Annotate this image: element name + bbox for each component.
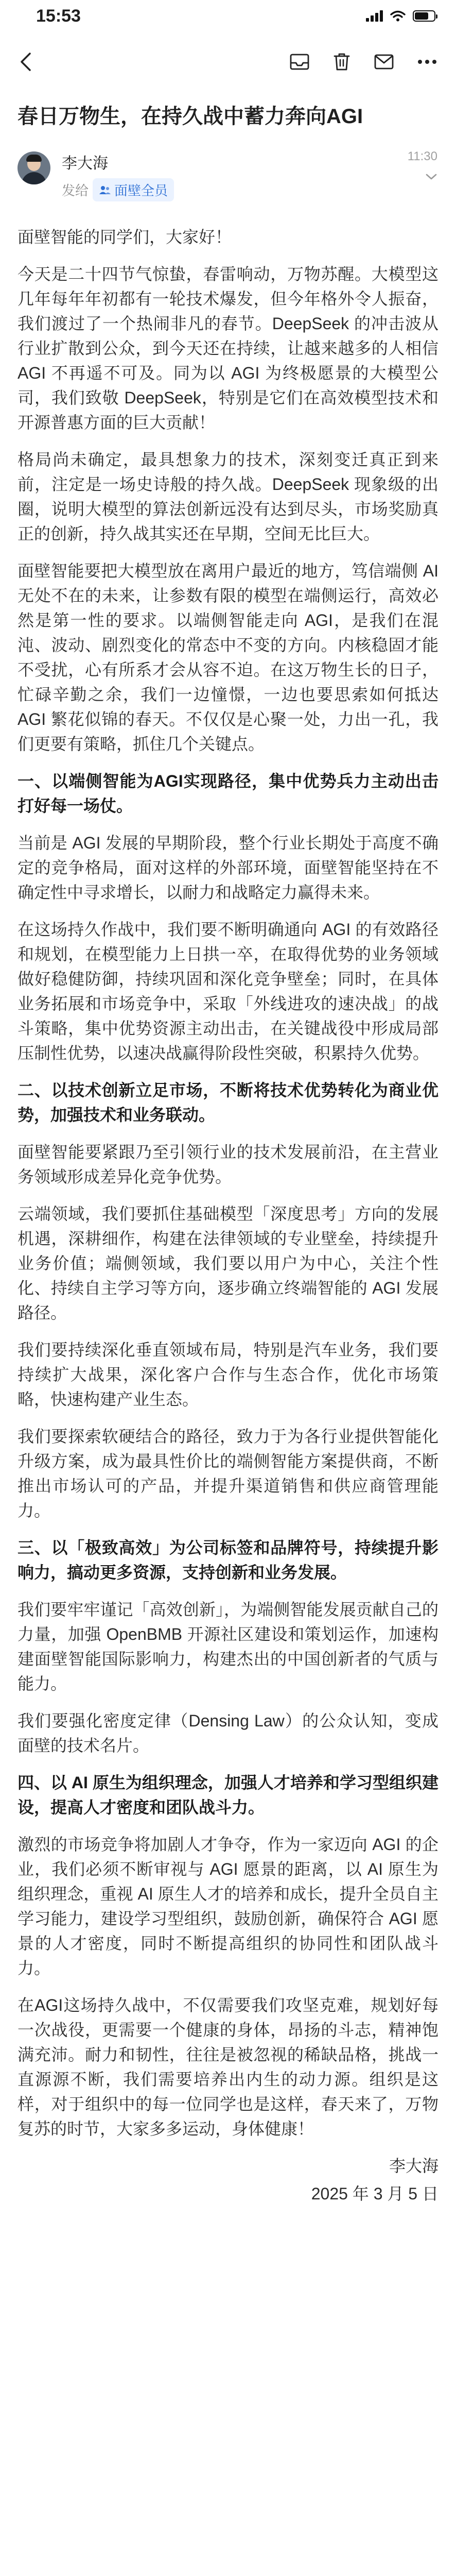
signature-name: 李大海 [389, 2157, 439, 2175]
recipient-line [62, 178, 439, 201]
sender-row[interactable] [0, 146, 456, 208]
section-heading: 四、以 AI 原生为组织理念，加强人才培养和学习型组织建设，提高人才密度和团队战斗力。 [17, 1773, 439, 1817]
body-paragraph: 格局尚未确定，最具想象力的技术，深刻变迁真正到来前，注定是一场史诗般的持久战。DeepSeek 现象级的出圈，说明大模型的算法创新远没有达到尽头，市场奖励真正的创新，持久战其实还在早期，空间无比巨大。 [17, 450, 439, 543]
body-paragraph: 激烈的市场竞争将加剧人才争夺，作为一家迈向 AGI 的企业，我们必须不断审视与 AGI 愿景的距离，以 AI 原生为组织理念，重视 AI 原生人才的培养和成长，提升全员自主学习能力，建设学习型组织，鼓励创新，确保符合 AGI 愿景的人才密度，同时不断提高组织的协同性和团队战斗力。 [17, 1835, 439, 1977]
sent-time: 11:30 [407, 149, 437, 163]
status-icons [366, 10, 435, 22]
chevron-left-icon[interactable] [19, 52, 33, 72]
nav-bar [0, 32, 456, 92]
email-body [0, 208, 456, 2206]
trash-icon[interactable] [332, 52, 351, 72]
sender-name[interactable]: 李大海 [62, 155, 108, 172]
email-subject: 春日万物生，在持久战中蓄力奔向AGI [17, 105, 363, 128]
body-paragraph: 我们要强化密度定律（Densing Law）的公众认知，变成面壁的技术名片。 [17, 1711, 439, 1755]
signature-date: 2025 年 3 月 5 日 [311, 2184, 439, 2203]
greeting: 面壁智能的同学们，大家好！ [17, 228, 232, 246]
body-paragraph: 面壁智能要紧跟乃至引领行业的技术发展前沿，在主营业务领域形成差异化竞争优势。 [17, 1143, 439, 1186]
body-paragraph: 在这场持久作战中，我们要不断明确通向 AGI 的有效路径和规划，在模型能力上日拱一卒，在取得优势的业务领域做好稳健防御，持续巩固和深化竞争壁垒；同时，在具体业务拓展和市场竞争中，采取「外线进攻的速决战」的战斗策略，集中优势资源主动出击，在关键战役中形成局部压制性优势，以速决战赢得阶段性突破，积累持久优势。 [17, 920, 439, 1062]
section-heading: 一、以端侧智能为AGI实现路径，集中优势兵力主动出击打好每一场仗。 [17, 772, 439, 815]
battery-icon [413, 10, 435, 22]
cellular-signal-icon [366, 10, 383, 22]
status-time: 15:53 [36, 6, 81, 26]
body-paragraph: 云端领域，我们要抓住基础模型「深度思考」方向的发展机遇，深耕细作，构建在法律领域的专业壁垒，持续提升业务价值；端侧领域，我们要以用户为中心，关注个性化、持续自主学习等方向，逐步确立终端智能的 AGI 发展路径。 [17, 1205, 439, 1322]
body-paragraph: 我们要牢牢谨记「高效创新」，为端侧智能发展贡献自己的力量，加强 OpenBMB 开源社区建设和策划运作，加速构建面壁智能国际影响力，构建杰出的中国创新者的气质与能力。 [17, 1600, 439, 1693]
more-icon[interactable] [417, 59, 437, 65]
body-paragraph: 当前是 AGI 发展的早期阶段，整个行业长期处于高度不确定的竞争格局，面对这样的外部环境，面壁智能坚持在不确定性中寻求增长，以耐力和战略定力赢得未来。 [17, 834, 439, 902]
body-paragraph: 我们要持续深化垂直领域布局，特别是汽车业务，我们要持续扩大战果，深化客户合作与生态合作，优化市场策略，快速构建产业生态。 [17, 1341, 439, 1409]
body-paragraph: 今天是二十四节气惊蛰，春雷响动，万物苏醒。大模型这几年每年年初都有一轮技术爆发，但今年格外令人振奋，我们渡过了一个热闹非凡的春节。DeepSeek 的冲击波从行业扩散到公众，到今天还在持续，让越来越多的人相信 AGI 不再遥不可及。同为以 AGI 为终极愿景的大模型公司，我们致敬 DeepSeek，特别是它们在高效模型技术和开源普惠方面的巨大贡献！ [17, 265, 439, 432]
group-icon [99, 185, 111, 195]
section-heading: 三、以「极致高效」为公司标签和品牌符号，持续提升影响力，搞动更多资源，支持创新和业务发展。 [17, 1538, 439, 1582]
recipient-name: 面壁全员 [114, 183, 168, 198]
section-heading: 二、以技术创新立足市场，不断将技术优势转化为商业优势，加强技术和业务联动。 [17, 1081, 439, 1124]
avatar[interactable] [17, 151, 50, 184]
sent-to-label: 发给 [62, 183, 89, 198]
body-paragraph: 我们要探索软硬结合的路径，致力于为各行业提供智能化升级方案，成为最具性价比的端侧智能方案提供商，不断推出市场认可的产品，并提升渠道销售和供应商管理能力。 [17, 1427, 439, 1520]
body-paragraph: 在AGI这场持久战中，不仅需要我们攻坚克难，规划好每一次战役，更需要一个健康的身体，昂扬的斗志，精神饱满充沛。耐力和韧性，往往是被忽视的稀缺品格，挑战一直源源不断，我们需要培养出内生的动力源。组织是这样，对于组织中的每一位同学也是这样，春天来了，万物复苏的时节，大家多多运动，身体健康！ [17, 1996, 439, 2138]
chevron-down-icon[interactable] [425, 173, 437, 180]
body-paragraph: 面壁智能要把大模型放在离用户最近的地方，笃信端侧 AI 无处不在的未来，让参数有限的模型在端侧运行，高效必然是第一性的要求。以端侧智能走向 AGI，是我们在混沌、波动、剧烈变化的常态中不变的方向。内核稳固才能不受扰，心有所系才会从容不迫。在这万物生长的日子，忙碌辛勤之余，我们一边憧憬，一边也要思索如何抵达 AGI 繁花似锦的春天。不仅仅是心聚一处，力出一孔，我们更要有策略，抓住几个关键点。 [17, 562, 439, 753]
inbox-icon[interactable] [289, 53, 310, 71]
recipient-chip[interactable] [93, 178, 174, 201]
wifi-icon [390, 10, 406, 22]
status-bar [0, 0, 456, 32]
mail-icon[interactable] [374, 54, 394, 70]
